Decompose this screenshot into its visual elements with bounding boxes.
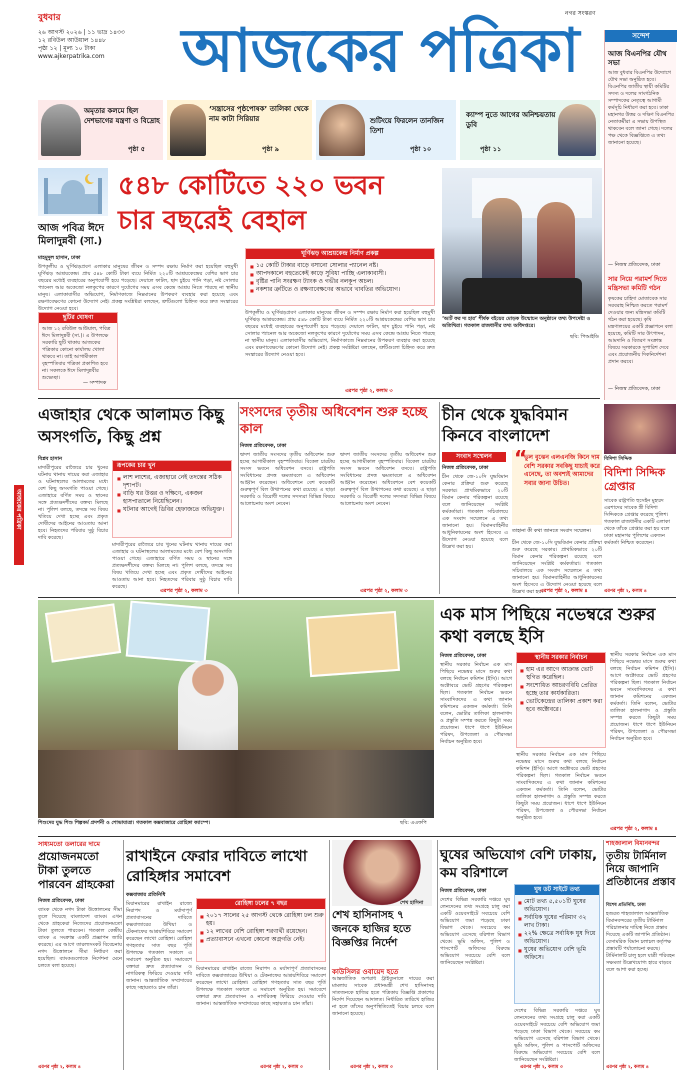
ejahar-body-2: মাদারীপুরের রাজৈরে চার খুনের ঘটনায় থানায় দায়ের করা এজাহার ও ঘটনাস্থলের আলামতের মধ্যে বেশ কিছু অসংগতি পাওয়া গেছে। এজাহারে বর্ণিত সময় ও স্থানের সঙ্গে প্রত্যক্ষদর্শীদের বক্তব্য মিলছে না। পুলিশ বলছে, তদন্তে সব বিষয় খতিয়ে দেখা হচ্ছে এবং প্রকৃত দোষীদের আইনের আওতায় আনা হবে। নিহতদের পরিবার সুষ্ঠু বিচার দাবি করেছে। [112, 542, 232, 590]
ec-factbox-list [520, 666, 604, 714]
ec-body-2: স্থানীয় সরকার নির্বাচন এক মাস পিছিয়ে নভেম্বর মাসে শুরুর কথা বলছে নির্বাচন কমিশন (ইসি)। আগে অক্টোবরে ভোট গ্রহণের পরিকল্পনা ছিল। গতকাল নির্বাচন ভবনে সাংবাদিকদের এ কথা জানান কমিশনের একজন কর্মকর্তা। তিনি বলেন, ভোটার তালিকা হালনাগাদ ও প্রস্তুতি সম্পন্ন করতে কিছুটা সময় প্রয়োজন। ধাপে ধাপে ইউনিয়ন পরিষদ, উপজেলা ও পৌরসভা নির্বাচন অনুষ্ঠিত হবে। [516, 752, 606, 821]
rohingya-cont[interactable]: এরপর পৃষ্ঠা ২, কলাম ৩ [260, 1065, 303, 1070]
holiday-title: ছুটির ঘোষণা [39, 313, 117, 323]
children-photo-caption: শিশুদের যুদ্ধ শিশু শিল্পকর্ম প্রদর্শনী ও শোভাযাত্রা। গতকাল কক্সবাজারে রোহিঙ্গা ক্যাম্পে। [38, 820, 211, 826]
lead-body-col3: উপকূলীয় ও ঘূর্ণিঝড়প্রবণ এলাকার মানুষের জীবন ও সম্পদ রক্ষায় নির্মাণ করা হয়েছিল বহুমুখী ঘূর্ণিঝড় আশ্রয়কেন্দ্র। প্রায় ৫৪৮ কোটি টাকা ব্যয়ে নির্মিত ২২০টি আশ্রয়কেন্দ্রের বেশির ভাগ চার বছরের মধ্যেই ব্যবহারের অনুপযোগী হয়ে পড়েছে। দেয়ালে ফাটল, ছাদ চুইয়ে পানি পড়া, নষ্ট সোলার প্যানেল আর অকেজো নলকূপের কারণে দুর্যোগের সময় এসব কেন্দ্রে আশ্রয় নিতে পারছে না স্থানীয় মানুষ। এলাকাবাসীর অভিযোগ, নির্মাণকাজে নিম্নমানের উপকরণ ব্যবহার করা হয়েছে এবং রক্ষণাবেক্ষণের কোনো উদ্যোগ নেই। প্রকল্প সংশ্লিষ্টরা বলছেন, ত্রুটিগুলো চিহ্নিত করে দ্রুত সংস্কারের উদ্যোগ নেওয়া হবে। [245, 310, 435, 358]
hasina-photo-label: শেখ হাসিনা [400, 900, 424, 906]
side-tab-label: আজকের পত্রিকা [15, 489, 22, 530]
ejahar-body-1: মাদারীপুরের রাজৈরে চার খুনের ঘটনায় থানায় দায়ের করা এজাহার ও ঘটনাস্থলের আলামতের মধ্যে বেশ কিছু অসংগতি পাওয়া গেছে। এজাহারে বর্ণিত সময় ও স্থানের সঙ্গে প্রত্যক্ষদর্শীদের বক্তব্য মিলছে না। পুলিশ বলছে, তদন্তে সব বিষয় খতিয়ে দেখা হচ্ছে এবং প্রকৃত দোষীদের আইনের আওতায় আনা হবে। নিহতদের পরিবার সুষ্ঠু বিচার দাবি করেছে। [38, 465, 108, 541]
col-rule-3 [123, 840, 124, 1070]
lead-factbox-title: ঘূর্ণিঝড় আশ্রয়কেন্দ্র নির্মাণ প্রকল্প [246, 249, 434, 259]
ec-body-1: স্থানীয় সরকার নির্বাচন এক মাস পিছিয়ে নভেম্বর মাসে শুরুর কথা বলছে নির্বাচন কমিশন (ইসি)। আগে অক্টোবরে ভোট গ্রহণের পরিকল্পনা ছিল। গতকাল নির্বাচন ভবনে সাংবাদিকদের এ কথা জানান কমিশনের একজন কর্মকর্তা। তিনি বলেন, ভোটার তালিকা হালনাগাদ ও প্রস্তুতি সম্পন্ন করতে কিছুটা সময় প্রয়োজন। ধাপে ধাপে ইউনিয়ন পরিষদ, উপজেলা ও পৌরসভা নির্বাচন অনুষ্ঠিত হবে। [440, 662, 512, 745]
lead-fact-1: ■ ১৫ কোটি টাকার বাড়ে বসানো সোলার প্যানেল নষ্ট। [250, 262, 432, 270]
sidebar-story2-credit: — নিজস্ব প্রতিবেদক, ঢাকা [608, 386, 661, 392]
bribe-cont[interactable]: এরপর পৃষ্ঠা ২, কলাম ৩ [520, 1065, 563, 1070]
col-rule-5 [437, 840, 438, 1070]
hasina-photo [332, 840, 432, 906]
teaser-4-text: ক্যাম্প নুতে আগের অনিশ্চয়তায় ডুবি [466, 111, 556, 129]
lead-fact-3: ■ বৃষ্টির পানি সংরক্ষণ ট্যাংক ও গভীর নলকূপ অচল। [250, 278, 432, 286]
bidisha-photo [604, 404, 676, 454]
sidebar-story1-credit: — নিজস্ব প্রতিবেদক, ঢাকা [608, 262, 661, 268]
masthead-title: আজকের পত্রিকা [181, 16, 579, 86]
press-photo-caption: ‘আর্ট ফর দ্য হার’ শীর্ষক বইয়ের মোড়ক উন্মোচন অনুষ্ঠানে তথ্য উপদেষ্টা ও অতিথিরা। গতকাল রাজধানীর তথ্য অধিদপ্তরে। [442, 316, 591, 329]
teaser-2-text: ‘সন্ত্রাসের পৃষ্ঠপোষক’ তালিকা থেকে নাম কাটা সিরিয়ার [209, 105, 309, 123]
bribe-fact-4: ■ ঘুষের অভিযোগ বেশি ভূমি অফিসে। [518, 946, 598, 962]
bribe-body: দেশের বিভিন্ন সরকারি দপ্তরে ঘুষ লেনদেনের তথ্য সংগ্রহে চালু করা একটি ওয়েবসাইটে সবচেয়ে বেশি অভিযোগ জমা পড়েছে ঢাকা বিভাগ থেকে। সবচেয়ে কম অভিযোগ এসেছে বরিশাল বিভাগ থেকে। ভূমি অফিস, পুলিশ ও পাসপোর্ট অফিসের বিরুদ্ধে অভিযোগ সবচেয়ে বেশি বলে জানিয়েছেন সংশ্লিষ্টরা। [440, 897, 510, 966]
teaser-2[interactable] [167, 100, 312, 160]
lead-headline-1: ৫৪৮ কোটিতে ২২০ ভবন [118, 171, 384, 201]
lead-body: উপকূলীয় ও ঘূর্ণিঝড়প্রবণ এলাকার মানুষের জীবন ও সম্পদ রক্ষায় নির্মাণ করা হয়েছিল বহুমুখী ঘূর্ণিঝড় আশ্রয়কেন্দ্র। প্রায় ৫৪৮ কোটি টাকা ব্যয়ে নির্মিত ২২০টি আশ্রয়কেন্দ্রের বেশির ভাগ চার বছরের মধ্যেই ব্যবহারের অনুপযোগী হয়ে পড়েছে। দেয়ালে ফাটল, ছাদ চুইয়ে পানি পড়া, নষ্ট সোলার প্যানেল আর অকেজো নলকূপের কারণে দুর্যোগের সময় এসব কেন্দ্রে আশ্রয় নিতে পারছে না স্থানীয় মানুষ। এলাকাবাসীর অভিযোগ, নির্মাণকাজে নিম্নমানের উপকরণ ব্যবহার করা হয়েছে এবং রক্ষণাবেক্ষণের কোনো উদ্যোগ নেই। প্রকল্প সংশ্লিষ্টরা বলছেন, ত্রুটিগুলো চিহ্নিত করে দ্রুত সংস্কারের উদ্যোগ নেওয়া হবে। [38, 264, 238, 312]
painting-2 [126, 601, 211, 664]
hasina-byline: কাউসিলর ওবায়েদ হতে [332, 968, 399, 976]
press-photo-mics [462, 278, 582, 314]
press-photo-person-2 [537, 202, 575, 288]
hasina-body: আন্তর্জাতিক অপরাধ ট্রাইব্যুনালে দায়ের করা মামলায় সাবেক প্রধানমন্ত্রী শেখ হাসিনাসহ সাতজনকে হাজির হতে পত্রিকায় বিজ্ঞপ্তি প্রকাশের নির্দেশ দিয়েছেন আদালত। নির্ধারিত তারিখে হাজির না হলে তাঁদের অনুপস্থিতিতেই বিচার চলবে বলে জানানো হয়েছে। [332, 976, 434, 1017]
side-tab [14, 485, 24, 565]
teaser-4[interactable] [460, 100, 600, 160]
col-rule-4 [329, 840, 330, 1070]
mosque-icon [38, 168, 108, 216]
rohingya-body-2: মিয়ানমারের রাখাইন রাজ্যে নিরাপদ ও মর্যাদাপূর্ণ প্রত্যাবাসনের দাবিতে কক্সবাজারের উখিয়া ও টেকনাফের আশ্রয়শিবিরে সমাবেশ করেছেন লাখো রোহিঙ্গা। রোহিঙ্গা গণহত্যার সাত বছর পূর্তি উপলক্ষে গতকাল সকালে এ সমাবেশ অনুষ্ঠিত হয়। সমাবেশে বক্তারা দ্রুত প্রত্যাবাসন ও নাগরিকত্ব ফিরিয়ে দেওয়ার দাবি জানান। আন্তর্জাতিক সম্প্রদায়ের কাছে সহায়তাও চান তাঁরা। [196, 966, 326, 1007]
bribe-factbox [514, 884, 600, 1004]
bidisha-photo-label: বিদিশা সিদ্দিক [604, 456, 632, 462]
teaser-1[interactable] [38, 100, 163, 160]
painting-3 [306, 611, 400, 677]
bribe-fact-3: ■ ২২% ক্ষেত্রে সর্বাধিক ঘুষ দিয়ে অভিযোগ। [518, 930, 598, 946]
lead-headline-2: চার বছরেই বেহাল [118, 206, 307, 236]
sidebar-story1-title: আজ বিএনপির যৌথ সভা [608, 50, 667, 67]
teaser-1-page: পৃষ্ঠা ৫ [128, 145, 146, 153]
taka-headline: প্রয়োজনমতো টাকা তুলতে পারবেন গ্রাহকেরা [38, 850, 115, 891]
rule-tier3 [38, 597, 676, 598]
parliament-body-2: দ্বাদশ জাতীয় সংসদের তৃতীয় অধিবেশন শুরু হচ্ছে আগামীকাল বৃহস্পতিবার। বিকেল চারটায় সংসদ ভবনে অধিবেশন বসবে। রাষ্ট্রপতি সংবিধানের প্রদত্ত ক্ষমতাবলে এ অধিবেশন আহ্বান করেছেন। অধিবেশনে বেশ কয়েকটি গুরুত্বপূর্ণ বিল উত্থাপনের কথা রয়েছে। এ ছাড়া সরকারি ও বিরোধী দলের সদস্যরা বিভিন্ন বিষয়ে আলোচনায় অংশ নেবেন। [340, 452, 436, 507]
masthead-website[interactable]: www.ajkerpatrika.com [38, 53, 105, 61]
bribe-body-2: দেশের বিভিন্ন সরকারি দপ্তরে ঘুষ লেনদেনের তথ্য সংগ্রহে চালু করা একটি ওয়েবসাইটে সবচেয়ে বেশি অভিযোগ জমা পড়েছে ঢাকা বিভাগ থেকে। সবচেয়ে কম অভিযোগ এসেছে বরিশাল বিভাগ থেকে। ভূমি অফিস, পুলিশ ও পাসপোর্ট অফিসের বিরুদ্ধে অভিযোগ সবচেয়ে বেশি বলে জানিয়েছেন সংশ্লিষ্টরা। [514, 1008, 600, 1063]
ejahar-headline: এজাহার থেকে আলামত কিছু অসংগতি, কিছু প্রশ্ন [38, 405, 224, 446]
rohingya-byline: কক্সবাজার প্রতিনিধি [126, 892, 166, 898]
child-figure [178, 660, 238, 760]
press-photo-credit: ছবি: পিআইডি [570, 334, 599, 340]
quote-icon: “ [514, 446, 528, 470]
holiday-credit: — সম্পাদক [83, 380, 107, 386]
teaser-3-text: শুটিংয়ে ফিরলেন তানজিন তিশা [370, 117, 444, 135]
teaser-4-page: পৃষ্ঠা ১১ [480, 145, 502, 153]
ec-fact-1: ■ হাম এর আগে আক্রান্ত ভোট স্থগিত করেছিল। [520, 666, 604, 682]
parliament-headline: সংসদের তৃতীয় অধিবেশন শুরু হচ্ছে কাল [240, 405, 427, 437]
children-photo-credit: ছবি: এএফপি [400, 820, 427, 826]
china-label: সংবাদ সম্মেলন [442, 452, 506, 462]
arrest-cont[interactable]: এরপর পৃষ্ঠা ২, কলাম ৪ [604, 589, 647, 594]
lead-fact-4: ■ নকশার ত্রুটিতে ও রক্ষণাবেক্ষণের অভাবে খাবতির অভিযোগ। [250, 286, 432, 294]
teaser-3-page: পৃষ্ঠা ১০ [410, 145, 432, 153]
ec-factbox-title: স্থানীয় সরকার নির্বাচন [517, 653, 605, 663]
ec-body-3: স্থানীয় সরকার নির্বাচন এক মাস পিছিয়ে নভেম্বর মাসে শুরুর কথা বলছে নির্বাচন কমিশন (ইসি)। আগে অক্টোবরে ভোট গ্রহণের পরিকল্পনা ছিল। গতকাল নির্বাচন ভবনে সাংবাদিকদের এ কথা জানান কমিশনের একজন কর্মকর্তা। তিনি বলেন, ভোটার তালিকা হালনাগাদ ও প্রস্তুতি সম্পন্ন করতে কিছুটা সময় প্রয়োজন। ধাপে ধাপে ইউনিয়ন পরিষদ, উপজেলা ও পৌরসভা নির্বাচন অনুষ্ঠিত হবে। [610, 652, 676, 742]
press-photo-person-1 [482, 198, 522, 288]
lead-byline: মাহমুদুল হাসান, ঢাকা [38, 255, 81, 261]
parliament-byline: নিজস্ব প্রতিবেদক, ঢাকা [240, 443, 287, 449]
china-quote: ভুল বুঝেন এলএনজি কিনে দাম বেশি সরকার সবকিছু যাচাই করে এনেছে, তা অবশ্যই আমাদের সবার জানা উচিত। [524, 454, 600, 487]
lead-kicker: আজ পবিত্র ঈদে মিলাদুন্নবী (সা.) [38, 223, 104, 247]
sidebar-header: সন্দেশ [605, 30, 677, 42]
holiday-box [38, 312, 118, 390]
china-body-2: চীন থেকে জে-১০সি যুদ্ধবিমান কেনার প্রক্রিয়া শুরু করেছে সরকার। প্রাথমিকভাবে ২০টি বিমান কেনার পরিকল্পনা রয়েছে বলে জানিয়েছেন সংশ্লিষ্ট কর্মকর্তারা। গতকাল সচিবালয়ে এক সংবাদ সম্মেলনে এ তথ্য জানানো হয়। বিমানবাহিনীর আধুনিকায়নের অংশ হিসেবে এ উদ্যোগ নেওয়া হয়েছে বলে উল্লেখ করা হয়। [512, 540, 602, 595]
lead-fact-2: ■ আপদকালে বহুতেকেই কাড়ে সুবিধা পাচ্ছি এলাকাবাসী। [250, 270, 432, 278]
china-byline: নিজস্ব প্রতিবেদক, ঢাকা [442, 465, 489, 471]
teaser-4-photo [558, 104, 596, 156]
ec-cont[interactable]: এরপর পৃষ্ঠা ২, কলাম ৪ [610, 826, 658, 832]
rule-tier2 [38, 398, 600, 399]
terminal-cont[interactable]: এরপর পৃষ্ঠা ২, কলাম ৪ [606, 1065, 649, 1070]
rohingya-factbox-list [200, 912, 324, 944]
children-photo [38, 600, 434, 818]
teaser-1-photo [41, 104, 81, 156]
bribe-byline: নিজস্ব প্রতিবেদক, ঢাকা [440, 888, 487, 894]
masthead-date-2: ১২ রবিউল আউয়াল ১৪৪৮ [38, 37, 107, 45]
crowd [38, 750, 434, 818]
rule-tier4 [38, 836, 676, 837]
taka-kicker: সাধ্যমতো ডলারের দামে [38, 840, 101, 848]
ec-fact-2: ■ সংশোধিত আচরণবিধি প্রেরিত হচ্ছে তার কার্যকারিতা। [520, 682, 604, 698]
teaser-2-page: পৃষ্ঠা ৯ [262, 145, 280, 153]
rohingya-fact-1: ■ ২০১৭ সালের ২৫ আগস্ট থেকে রোহিঙ্গা ঢল শুরু হয়। [200, 912, 324, 928]
lead-factbox [245, 248, 435, 306]
ejahar-byline: বিপ্লব হাসান [38, 456, 62, 462]
sidebar-story2-title: সার নিয়ে পরামর্শ দিতে মন্ত্রিসভা কমিটি গঠন [608, 275, 667, 292]
rohingya-factbox [196, 898, 326, 962]
sidebar-story1-body: আজ বুধবার বিএনপির উদ্যোগে যৌথ সভা অনুষ্ঠিত হবে। বিএনপির জাতীয় স্থায়ী কমিটির সদস্য ও দলের সাংগঠনিক সম্পাদকের নেতৃত্বে আগামী কর্মসূচি নির্ধারণ করা হবে। ঢাকা মহানগর উত্তর ও দক্ষিণ বিএনপির নেতাকর্মীরা এ সভায় উপস্থিত থাকবেন বলে জানা গেছে। দলের পক্ষ থেকে বিজ্ঞপ্তিতে এ তথ্য জানানো হয়েছে। [608, 70, 674, 146]
taka-byline: নিজস্ব প্রতিবেদক, ঢাকা [38, 898, 85, 904]
masthead-date-1: ২৬ আগস্ট ২০২৬ | ১১ ভাদ্র ১৪৩৩ [38, 29, 125, 36]
arrest-headline: বিদিশা সিদ্দিক গ্রেপ্তার [604, 466, 666, 493]
lead-cont[interactable]: এরপর পৃষ্ঠা ২, কলাম ৩ [345, 388, 393, 394]
bribe-factbox-list [518, 898, 598, 962]
teaser-2-photo [170, 104, 206, 156]
taka-cont[interactable]: এরপর পৃষ্ঠা ২, কলাম ৪ [38, 1065, 81, 1070]
arrest-body: সাবেক রাষ্ট্রপতি হুসেইন মুহম্মদ এরশাদের সাবেক স্ত্রী বিদিশা সিদ্দিককে গ্রেপ্তার করেছে পুলিশ। গতকাল রাজধানীর একটি এলাকা থেকে তাঁকে গ্রেপ্তার করা হয় বলে ঢাকা মহানগর পুলিশের একজন কর্মকর্তা নিশ্চিত করেছেন। [604, 498, 670, 546]
ejahar-factbox-title: রূপকের চার খুন [113, 461, 231, 471]
rohingya-headline: রাখাইনে ফেরার দাবিতে লাখো রোহিঙ্গার সমাবেশ [126, 847, 308, 885]
ec-headline: এক মাস পিছিয়ে নভেম্বরে শুরুর কথা বলছে ইসি [440, 605, 656, 647]
teaser-3-photo [319, 104, 365, 156]
ejahar-fact-3: ■ ঘটনার আগেই ডিবির হেফাজতে অভিযুক্ত। [117, 506, 229, 514]
hasina-headline: শেখ হাসিনাসহ ৭ জনকে হাজির হতে বিজ্ঞপ্তির নির্দেশ [332, 909, 411, 949]
china-quote-credit: তাহানা কী কথা জানতে সংবাদ সম্মেলন। [512, 528, 592, 534]
terminal-kicker: শাহজালাল বিমানবন্দর [606, 840, 660, 847]
parliament-body: দ্বাদশ জাতীয় সংসদের তৃতীয় অধিবেশন শুরু হচ্ছে আগামীকাল বৃহস্পতিবার। বিকেল চারটায় সংসদ ভবনে অধিবেশন বসবে। রাষ্ট্রপতি সংবিধানের প্রদত্ত ক্ষমতাবলে এ অধিবেশন আহ্বান করেছেন। অধিবেশনে বেশ কয়েকটি গুরুত্বপূর্ণ বিল উত্থাপনের কথা রয়েছে। এ ছাড়া সরকারি ও বিরোধী দলের সদস্যরা বিভিন্ন বিষয়ে আলোচনায় অংশ নেবেন। [240, 452, 335, 507]
masthead-dateblock [38, 10, 168, 61]
rohingya-factbox-title: রোহিঙ্গা ঢলের ৭ বছর [197, 899, 325, 909]
ejahar-factbox [112, 460, 232, 538]
rohingya-fact-2: ■ ১২ লাখের বেশি রোহিঙ্গা শরণার্থী রয়েছেন। [200, 928, 324, 936]
terminal-headline: তৃতীয় টার্মিনাল নিয়ে জাপানি প্রতিষ্ঠানের প্রস্তাব [606, 851, 676, 888]
china-quote-box [512, 446, 602, 525]
press-photo [442, 168, 602, 314]
masthead-date-3: পৃষ্ঠা ১২ | মূল্য ১০ টাকা [38, 45, 96, 53]
china-cont[interactable]: এরপর পৃষ্ঠা ২, কলাম ৪ [540, 588, 588, 594]
masthead-edition: নগর সংস্করণ [565, 10, 596, 17]
col-rule-6 [603, 840, 604, 1070]
ejahar-cont[interactable]: এরপর পৃষ্ঠা ২, কলাম ৩ [160, 588, 208, 594]
sidebar [604, 30, 676, 400]
rohingya-fact-3: ■ প্রত্যাবাসনে এখনো কোনো অগ্রগতি নেই। [200, 936, 324, 944]
teaser-1-text: অমৃতার কলমে ছিল দেশভাগের যন্ত্রণা ও বিদ্রোহ [84, 107, 160, 125]
parliament-cont[interactable]: এরপর পৃষ্ঠা ২, কলাম ৩ [360, 588, 408, 594]
ejahar-fact-1: ■ লাশ লাশের, এজাহারে নেই তদন্তের সঠিক দৃশ্যপট। [117, 474, 229, 490]
china-body: চীন থেকে জে-১০সি যুদ্ধবিমান কেনার প্রক্রিয়া শুরু করেছে সরকার। প্রাথমিকভাবে ২০টি বিমান কেনার পরিকল্পনা রয়েছে বলে জানিয়েছেন সংশ্লিষ্ট কর্মকর্তারা। গতকাল সচিবালয়ে এক সংবাদ সম্মেলনে এ তথ্য জানানো হয়। বিমানবাহিনীর আধুনিকায়নের অংশ হিসেবে এ উদ্যোগ নেওয়া হয়েছে বলে উল্লেখ করা হয়। [442, 474, 508, 550]
holiday-body: আজ ১২ রবিউল আউয়াল, পবিত্র ঈদে মিলাদুন্নবী (সা.)। এ উপলক্ষে সরকারি ছুটি থাকায় আজকের পত্রিকার কোনো কার্যালয় খোলা থাকবে না। তাই আগামীকাল বৃহস্পতিবার পত্রিকা প্রকাশিত হবে না। সকলকে ঈদে মিলাদুন্নবীর শুভেচ্ছা। [42, 326, 111, 381]
masthead-day: বুধবার [38, 13, 61, 23]
terminal-byline: বিশেষ প্রতিনিধি, ঢাকা [606, 903, 646, 908]
bribe-factbox-title: ঘুষ ডট সাইটে তথ্য [515, 885, 599, 895]
rohingya-body-1: মিয়ানমারের রাখাইন রাজ্যে নিরাপদ ও মর্যাদাপূর্ণ প্রত্যাবাসনের দাবিতে কক্সবাজারের উখিয়া ও টেকনাফের আশ্রয়শিবিরে সমাবেশ করেছেন লাখো রোহিঙ্গা। রোহিঙ্গা গণহত্যার সাত বছর পূর্তি উপলক্ষে গতকাল সকালে এ সমাবেশ অনুষ্ঠিত হয়। সমাবেশে বক্তারা দ্রুত প্রত্যাবাসন ও নাগরিকত্ব ফিরিয়ে দেওয়ার দাবি জানান। আন্তর্জাতিক সম্প্রদায়ের কাছে সহায়তাও চান তাঁরা। [126, 901, 192, 991]
col-rule-1 [238, 402, 239, 594]
ec-byline: নিজস্ব প্রতিবেদক, ঢাকা [440, 653, 487, 659]
taka-body: ব্যাংক থেকে নগদ টাকা উত্তোলনের সীমা তুলে দিয়েছে বাংলাদেশ ব্যাংক। এখন থেকে গ্রাহকেরা নিজেদের প্রয়োজনমতো টাকা তুলতে পারবেন। গতকাল কেন্দ্রীয় ব্যাংক এ সংক্রান্ত একটি প্রজ্ঞাপন জারি করেছে। এর আগে তারল্যসংকট বিবেচনায় নগদ উত্তোলনে সীমা নির্ধারণ করা হয়েছিল। ব্যাংকগুলোকে নির্দেশনা মেনে চলতে বলা হয়েছে। [38, 907, 122, 969]
hasina-cont[interactable]: এরপর পৃষ্ঠা ২, কলাম ৩ [350, 1065, 393, 1070]
bribe-fact-1: ■ মোট তথ্য ৫,৫০১টি ঘুষের অভিযোগ। [518, 898, 598, 914]
sidebar-story2-body: কৃষকের চাহিদা মোতাবেক সার সরবরাহ নিশ্চিত করতে পরামর্শ দেওয়ার জন্য মন্ত্রিসভা কমিটি গঠন করা হয়েছে। কৃষি মন্ত্রণালয়ের একটি প্রজ্ঞাপনে বলা হয়েছে, কমিটি সার উৎপাদন, আমদানি ও বিতরণ সংক্রান্ত বিষয়ে সরকারকে সুপারিশ দেবে এবং প্রয়োজনীয় দিকনির্দেশনা প্রদান করবে। [608, 296, 673, 365]
bribe-headline: ঘুষের অভিযোগ বেশি ঢাকায়, কম বরিশালে [440, 847, 598, 881]
teaser-3[interactable] [316, 100, 456, 160]
china-headline: চীন থেকে যুদ্ধবিমান কিনবে বাংলাদেশ [442, 405, 568, 445]
painting-1 [45, 603, 121, 662]
lead-factbox-list [250, 262, 432, 294]
col-rule-2 [439, 402, 440, 594]
mosque-graphic [38, 168, 108, 216]
ejahar-fact-2: ■ বাড়ি ঘর উত্তর ও দক্ষিণে, একজন হাসপাতালে নিয়েছিলেন। [117, 490, 229, 506]
ec-fact-3: ■ ভোটকেন্দ্রের তালিকা প্রকাশ করা হবে অক্টোবরে। [520, 698, 604, 714]
bribe-fact-2: ■ সর্বাধিক ঘুষের পরিমাণ ৩২ লাখ টাকা। [518, 914, 598, 930]
terminal-body: হজরত শাহজালাল আন্তর্জাতিক বিমানবন্দরের তৃতীয় টার্মিনাল পরিচালনার দায়িত্ব নিতে প্রস্তাব দিয়েছে একটি জাপানি প্রতিষ্ঠান। বেসামরিক বিমান চলাচল কর্তৃপক্ষ প্রস্তাবটি পর্যালোচনা করছে। টার্মিনালটি চালু হলে যাত্রী পরিবহন সক্ষমতা উল্লেখযোগ্য হারে বাড়বে বলে আশা করা হচ্ছে। [606, 911, 675, 973]
ejahar-factbox-list [117, 474, 229, 514]
ec-factbox [516, 652, 606, 748]
